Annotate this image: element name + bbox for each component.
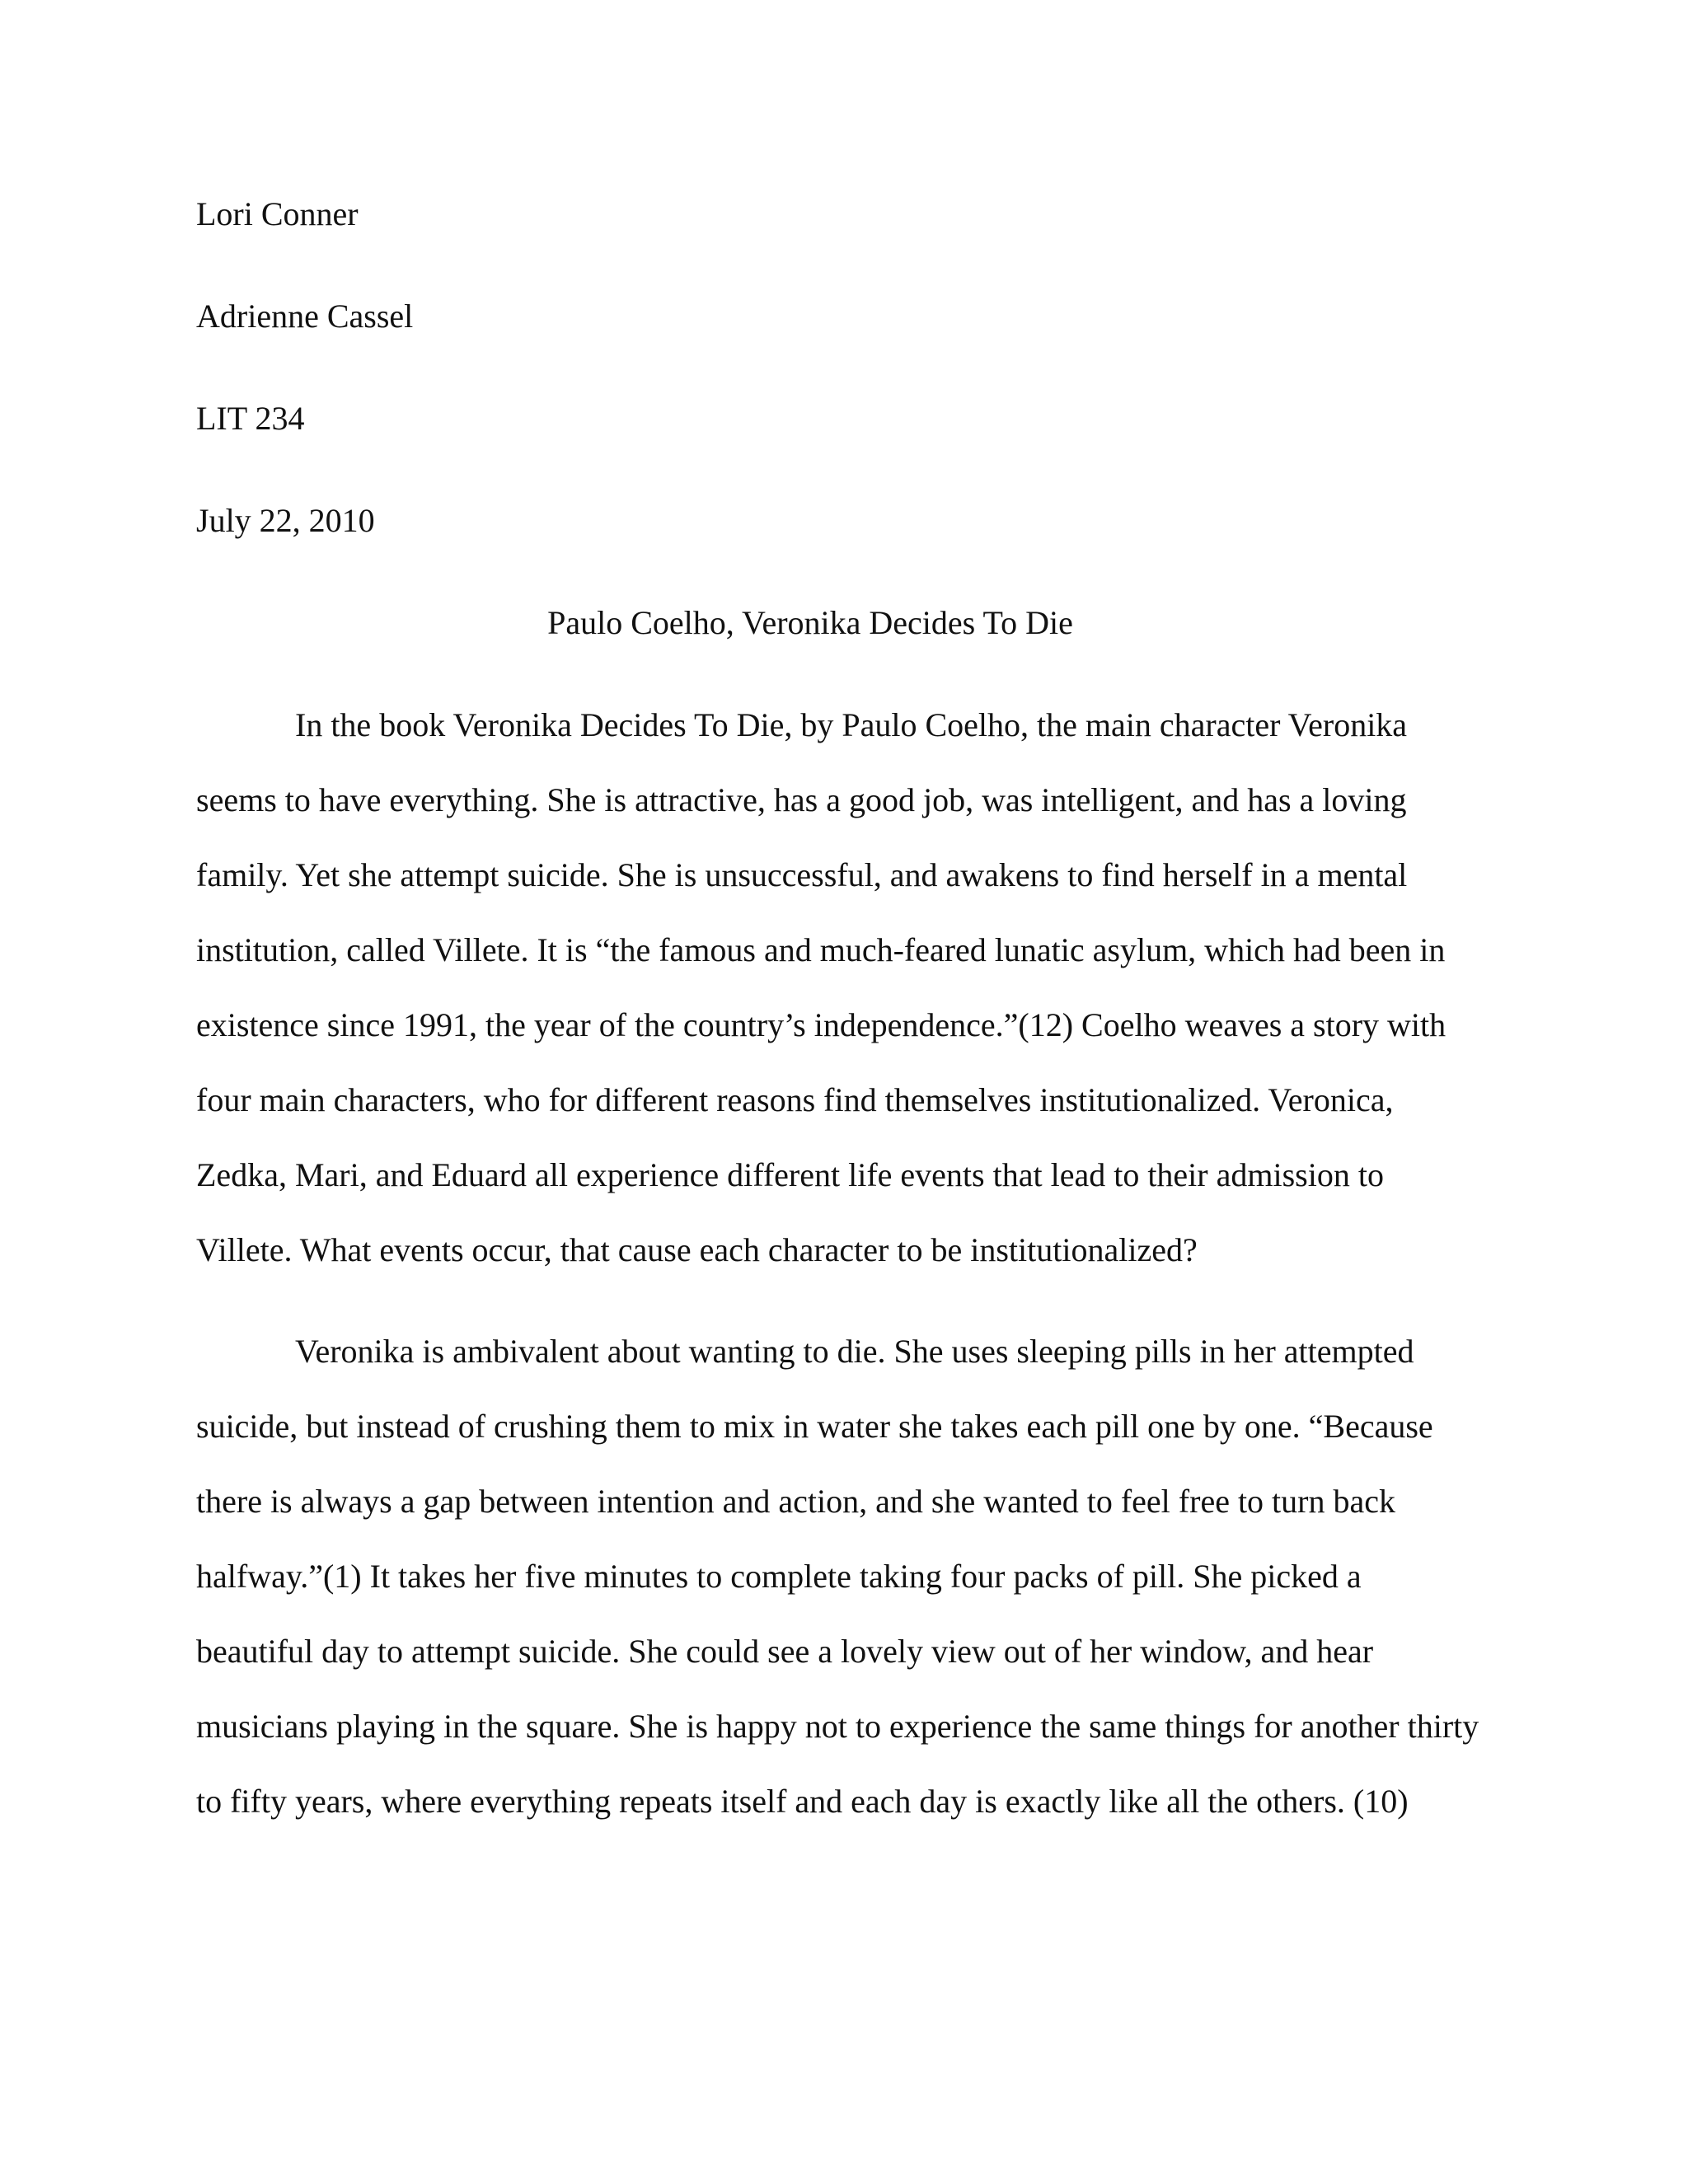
paragraph-line: four main characters, who for different reasons find themselves institutionalized. Veronica, xyxy=(196,1081,1394,1118)
document-date: July 22, 2010 xyxy=(196,502,375,539)
paragraph-line: halfway.”(1) It takes her five minutes to complete taking four packs of pill. She picked a xyxy=(196,1558,1362,1595)
paragraph-line: Veronika is ambivalent about wanting to die. She uses sleeping pills in her attempted xyxy=(295,1333,1414,1370)
paragraph-line: family. Yet she attempt suicide. She is unsuccessful, and awakens to find herself in a mental xyxy=(196,856,1408,893)
paragraph-line: In the book Veronika Decides To Die, by Paulo Coelho, the main character Veronika xyxy=(295,706,1408,743)
paragraph-line: existence since 1991, the year of the country’s independence.”(12) Coelho weaves a story with xyxy=(196,1006,1447,1043)
paragraph-line: musicians playing in the square. She is happy not to experience the same things for another thirty xyxy=(196,1708,1479,1745)
course-name: LIT 234 xyxy=(196,400,305,437)
paragraph-line: institution, called Villete. It is “the famous and much-feared lunatic asylum, which had been in xyxy=(196,931,1446,968)
author-name: Lori Conner xyxy=(196,195,359,232)
paragraph-line: Zedka, Mari, and Eduard all experience different life events that lead to their admission to xyxy=(196,1156,1384,1193)
paragraph-line: beautiful day to attempt suicide. She could see a lovely view out of her window, and hear xyxy=(196,1633,1374,1670)
paragraph-line: suicide, but instead of crushing them to mix in water she takes each pill one by one. “Because xyxy=(196,1408,1433,1445)
paragraph-line: there is always a gap between intention and action, and she wanted to feel free to turn back xyxy=(196,1483,1395,1520)
document-title: Paulo Coelho, Veronika Decides To Die xyxy=(547,604,1073,641)
instructor-name: Adrienne Cassel xyxy=(196,298,414,335)
paragraph-line: to fifty years, where everything repeats itself and each day is exactly like all the others. (10) xyxy=(196,1783,1409,1820)
paragraph-line: Villete. What events occur, that cause each character to be institutionalized? xyxy=(196,1231,1198,1268)
paragraph-line: seems to have everything. She is attractive, has a good job, was intelligent, and has a loving xyxy=(196,781,1407,818)
